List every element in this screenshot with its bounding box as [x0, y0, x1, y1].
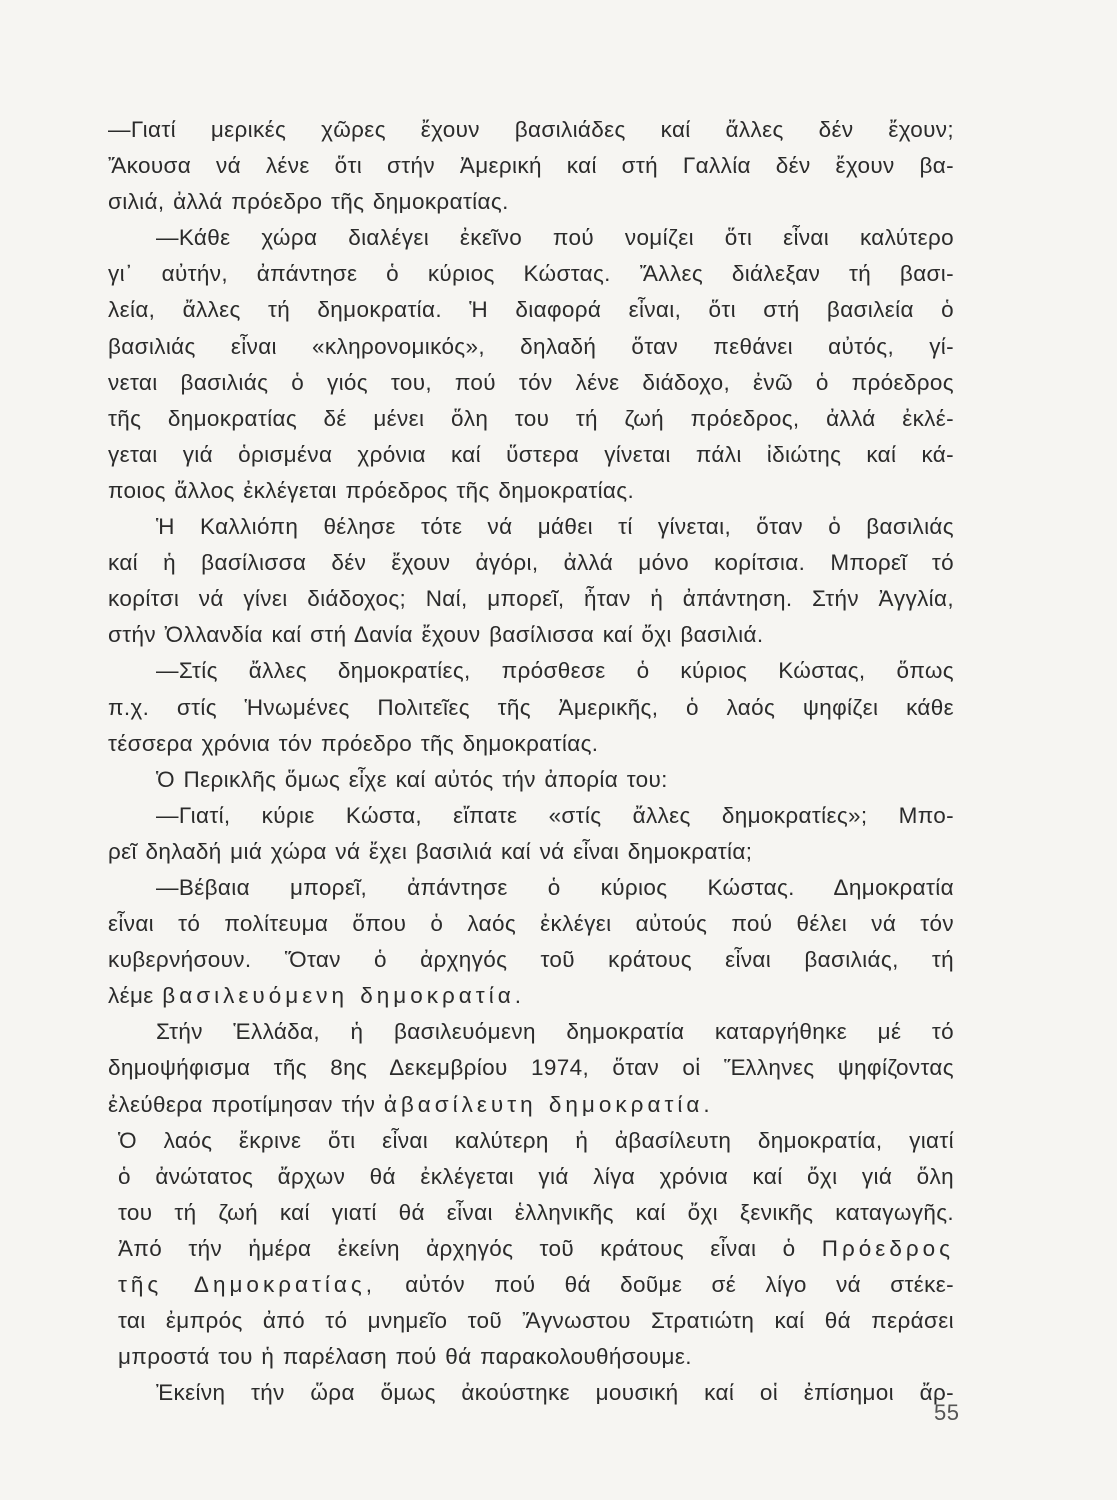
text-line: ρεῖ δηλαδή μιά χώρα νά ἔχει βασιλιά καί νά εἶναι δημοκρατία; [108, 838, 753, 864]
text-fragment: ἐλεύθερα προτίμησαν τήν [108, 1091, 376, 1117]
spaced-emphasis: ἀβασίλευτη δημοκρατία. [383, 1091, 714, 1117]
text-line [108, 1267, 954, 1303]
text-line: —Γιατί, κύριε Κώστα, εἴπατε «στίς ἄλλες δημοκρατίες»; Μπο- [156, 802, 954, 828]
text-line: Ἡ Καλλιόπη θέλησε τότε νά μάθει τί γίνεται, ὅταν ὁ βασιλιάς [156, 514, 954, 540]
text-line: τῆς δημοκρατίας δέ μένει ὅλη του τή ζωή πρόεδρος, ἀλλά ἐκλέ- [108, 405, 954, 431]
text-line: κυβερνήσουν. Ὅταν ὁ ἀρχηγός τοῦ κράτους εἶναι βασιλιάς, τή [108, 947, 954, 973]
body-text [108, 112, 954, 1411]
text-line: σιλιά, ἀλλά πρόεδρο τῆς δημοκρατίας. [108, 189, 509, 215]
spaced-emphasis: βασιλευόμενη δημοκρατία. [162, 983, 525, 1009]
text-line [108, 1231, 954, 1267]
text-line: κορίτσι νά γίνει διάδοχος; Ναί, μπορεῖ, ἦταν ἡ ἀπάντηση. Στήν Ἀγγλία, [108, 586, 954, 612]
text-line: Ἐκείνη τήν ὥρα ὅμως ἀκούστηκε μουσική καί οἱ ἐπίσημοι ἄρ- [156, 1380, 954, 1406]
text-line: —Στίς ἄλλες δημοκρατίες, πρόσθεσε ὁ κύριος Κώστας, ὅπως [156, 658, 954, 684]
text-line [108, 978, 954, 1014]
text-line: βασιλιάς εἶναι «κληρονομικός», δηλαδή ὅταν πεθάνει αὐτός, γί- [108, 333, 954, 359]
text-line: λεία, ἄλλες τή δημοκρατία. Ἡ διαφορά εἶναι, ὅτι στή βασιλεία ὁ [108, 297, 954, 323]
text-line: Στήν Ἑλλάδα, ἡ βασιλευόμενη δημοκρατία καταργήθηκε μέ τό [156, 1019, 954, 1045]
text-line: μπροστά του ἡ παρέλαση πού θά παρακολουθήσουμε. [118, 1344, 692, 1370]
text-line: γεται γιά ὁρισμένα χρόνια καί ὕστερα γίνεται πάλι ἰδιώτης καί κά- [108, 441, 954, 467]
text-line: νεται βασιλιάς ὁ γιός του, πού τόν λένε διάδοχο, ἐνῶ ὁ πρόεδρος [108, 369, 954, 395]
text-fragment: λέμε [108, 983, 154, 1009]
text-line: τέσσερα χρόνια τόν πρόεδρο τῆς δημοκρατίας. [108, 730, 599, 756]
text-line: —Κάθε χώρα διαλέγει ἐκεῖνο πού νομίζει ὅτι εἶναι καλύτερο [156, 225, 954, 251]
text-line [108, 1087, 954, 1123]
text-line: ται ἐμπρός ἀπό τό μνημεῖο τοῦ Ἄγνωστου Στρατιώτη καί θά περάσει [118, 1308, 954, 1334]
text-line: —Γιατί μερικές χῶρες ἔχουν βασιλιάδες καί ἄλλες δέν ἔχουν; [108, 117, 954, 142]
text-line: του τή ζωή καί γιατί θά εἶναι ἑλληνικῆς καί ὄχι ξενικῆς καταγωγῆς. [118, 1199, 954, 1225]
text-line: π.χ. στίς Ἡνωμένες Πολιτεῖες τῆς Ἀμερικῆς, ὁ λαός ψηφίζει κάθε [108, 694, 954, 720]
text-line: στήν Ὀλλανδία καί στή Δανία ἔχουν βασίλισσα καί ὄχι βασιλιά. [108, 622, 764, 648]
text-line: ποιος ἄλλος ἐκλέγεται πρόεδρος τῆς δημοκρατίας. [108, 477, 635, 503]
text-line: δημοψήφισμα τῆς 8ης Δεκεμβρίου 1974, ὅταν οἱ Ἕλληνες ψηφίζοντας [108, 1055, 954, 1081]
text-line: καί ἡ βασίλισσα δέν ἔχουν ἀγόρι, ἀλλά μόνο κορίτσια. Μπορεῖ τό [108, 550, 954, 576]
page-number: 55 [934, 1400, 960, 1425]
spaced-emphasis: τῆς Δημοκρατίας, [118, 1272, 376, 1297]
text-line: Ὁ λαός ἔκρινε ὅτι εἶναι καλύτερη ἡ ἀβασίλευτη δημοκρατία, γιατί [118, 1127, 954, 1153]
text-line: —Βέβαια μπορεῖ, ἀπάντησε ὁ κύριος Κώστας. Δημοκρατία [156, 874, 954, 900]
spaced-emphasis: Πρόεδρος [821, 1235, 954, 1261]
text-line: εἶναι τό πολίτευμα ὅπου ὁ λαός ἐκλέγει αὐτούς πού θέλει νά τόν [108, 911, 954, 937]
text-line: Ἄκουσα νά λένε ὅτι στήν Ἀμερική καί στή Γαλλία δέν ἔχουν βα- [108, 153, 954, 179]
text-line: γι᾽ αὐτήν, ἀπάντησε ὁ κύριος Κώστας. Ἄλλες διάλεξαν τή βασι- [108, 261, 954, 287]
text-fragment: αὐτόν πού θά δοῦμε σέ λίγο νά στέκε- [405, 1272, 954, 1297]
text-line: Ὁ Περικλῆς ὅμως εἶχε καί αὐτός τήν ἀπορία του: [156, 766, 668, 792]
text-line: ὁ ἀνώτατος ἄρχων θά ἐκλέγεται γιά λίγα χρόνια καί ὄχι γιά ὅλη [118, 1163, 954, 1189]
text-fragment: Ἀπό τήν ἡμέρα ἐκείνη ἀρχηγός τοῦ κράτους εἶναι ὁ [118, 1235, 796, 1261]
